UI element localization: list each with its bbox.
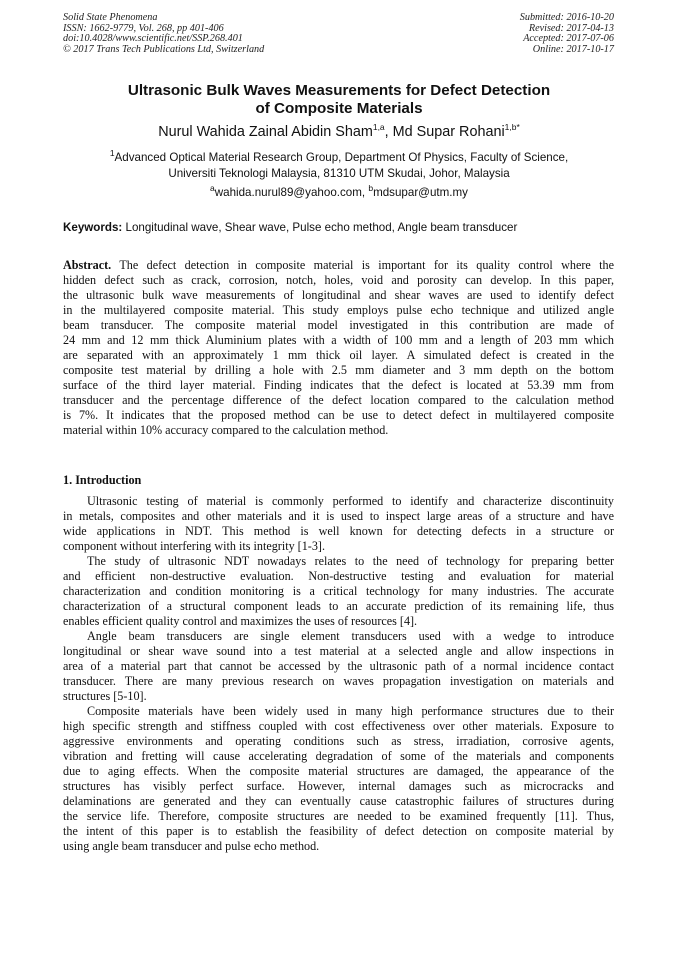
intro-line: high specific strength and stiffness coupled with cost effectiveness over other materials. Exposure to bbox=[63, 719, 614, 733]
author-name: Md Supar Rohani bbox=[392, 124, 505, 140]
intro-line: the service life. Therefore, composite structures are needed to be examined frequently [11]. Thus, bbox=[63, 809, 614, 823]
affiliation-line: Universiti Teknologi Malaysia, 81310 UTM Skudai, Johor, Malaysia bbox=[168, 166, 510, 180]
affiliation-superscript: 1 bbox=[109, 148, 115, 159]
author-list bbox=[0, 124, 678, 140]
email-superscript: a bbox=[210, 183, 215, 194]
intro-line: Angle beam transducers are single element transducers used with a wedge to introduce bbox=[87, 629, 614, 643]
intro-line: aggressive environments and operating conditions such as stress, irradiation, corrosive agents, bbox=[63, 734, 614, 748]
intro-line: and efficient non-destructive evaluation. Non-destructive testing and evaluation for material bbox=[63, 569, 614, 583]
abstract-line: is 7%. It indicates that the proposed method can be use to detect defect in multilayered composite bbox=[63, 408, 614, 422]
affiliation bbox=[0, 150, 678, 181]
abstract-line: Abstract. The defect detection in composite material is important for its quality control where the bbox=[63, 258, 614, 272]
copyright-line: © 2017 Trans Tech Publications Ltd, Switzerland bbox=[63, 43, 265, 55]
intro-line: enables efficient quality control and maximizes the uses of resources [4]. bbox=[63, 614, 418, 628]
abstract-line: transducer and the percentage difference of the defect location compared to the calculation method bbox=[63, 393, 614, 407]
abstract-line: 24 mm and 12 mm thick Aluminium plates with a width of 100 mm and a length of 203 mm which bbox=[63, 333, 614, 347]
intro-line: area of a material part that cannot be accessed by the ultrasonic path of a normal incidence contact bbox=[63, 659, 614, 673]
abstract-line: are separated with an approximately 1 mm thick oil layer. A simulated defect is created in the bbox=[63, 348, 614, 362]
intro-line: longitudinal or shear wave sound into a test material at a selected angle and allow inspections in bbox=[63, 644, 614, 658]
accepted-date: Accepted: 2017-07-06 bbox=[523, 33, 614, 45]
affiliation-line: $^1$Advanced Optical Material Research Group, Department Of Physics, Faculty of Science, bbox=[109, 148, 569, 164]
title-line: of Composite Materials bbox=[255, 100, 423, 117]
author-name: Nurul Wahida Zainal Abidin Sham bbox=[158, 124, 373, 140]
paper-title bbox=[0, 82, 678, 118]
keywords bbox=[63, 221, 615, 234]
email-link[interactable]: mdsupar@utm.my bbox=[373, 186, 468, 199]
keywords-text: Longitudinal wave, Shear wave, Pulse echo method, Angle beam transducer bbox=[122, 221, 518, 234]
intro-line: structures [5-10]. bbox=[63, 689, 147, 703]
abstract-label: Abstract. bbox=[63, 258, 112, 272]
doi-line: doi:10.4028/www.scientific.net/SSP.268.401 bbox=[63, 33, 243, 45]
abstract-line: composite test material by drilling a hole with 2.5 mm diameter and 3 mm depth on the bottom bbox=[63, 363, 614, 377]
intro-line: component without interfering with its integrity [1-3]. bbox=[63, 539, 325, 553]
abstract bbox=[63, 258, 614, 438]
intro-line: delaminations are generated and they can eventually cause catastrophic failures of structures during bbox=[63, 794, 614, 808]
abstract-line: beam transducer. The composite material model investigated in this contribution are made of bbox=[63, 318, 614, 332]
abstract-line: hidden defect such as crack, corrosion, notch, holes, void and porosity can develop. In this paper, bbox=[63, 273, 614, 287]
intro-line: The study of ultrasonic NDT nowadays relates to the need of technology for preparing better bbox=[87, 554, 614, 568]
journal-name: Solid State Phenomena bbox=[63, 12, 158, 23]
title-line: Ultrasonic Bulk Waves Measurements for Defect Detection bbox=[127, 82, 551, 99]
submission-dates bbox=[520, 13, 614, 55]
email-link[interactable]: wahida.nurul89@yahoo.com bbox=[214, 186, 362, 199]
intro-line: the intent of this paper is to establish the feasibility of defect detection on composite material by bbox=[63, 824, 614, 838]
keywords-label: Keywords: bbox=[63, 221, 123, 234]
intro-line: characterization and condition monitoring is a critical technology for many industries. The accurate bbox=[63, 584, 614, 598]
online-date: Online: 2017-10-17 bbox=[532, 43, 614, 55]
issn-line: ISSN: 1662-9779, Vol. 268, pp 401-406 bbox=[63, 22, 224, 34]
revised-date: Revised: 2017-04-13 bbox=[528, 22, 614, 34]
intro-line: Composite materials have been widely used in many high performance structures due to their bbox=[87, 704, 614, 718]
intro-line: wide applications in NDT. This method is well known for detecting defects in a structure or bbox=[63, 524, 614, 538]
intro-line: structures has visibly perfect surface. However, internal damages such as microcracks and bbox=[63, 779, 614, 793]
intro-line: due to aging effects. When the composite material structures are damaged, the appearance of the bbox=[63, 764, 614, 778]
intro-line: Ultrasonic testing of material is commonly performed to identify and characterize discontinuity bbox=[87, 494, 614, 508]
author-emails: $^a$wahida.nurul89@yahoo.com, $^b$mdsupar@utm.my bbox=[210, 183, 468, 199]
abstract-line: the ultrasonic bulk wave measurements of longitudinal and shear waves are used to identify defect bbox=[63, 288, 614, 302]
journal-info bbox=[63, 13, 264, 55]
introduction-body bbox=[63, 494, 614, 854]
abstract-line: surface of the third layer material. Finding indicates that the defect is located at 53.39 mm from bbox=[63, 378, 614, 392]
section-heading: 1. Introduction bbox=[63, 473, 142, 487]
email-superscript: b bbox=[368, 183, 374, 194]
intro-line: characterization of a structural component leads to an accurate prediction of its remaining life, thus bbox=[63, 599, 614, 613]
intro-line: in metals, composites and other materials and it is used to inspect large areas of a structure and have bbox=[63, 509, 614, 523]
author-superscript: 1,b* bbox=[504, 122, 520, 133]
submitted-date: Submitted: 2016-10-20 bbox=[519, 12, 614, 23]
abstract-line: in the multilayered composite material. This study employs pulse echo technique and utilized angle bbox=[63, 303, 614, 317]
abstract-line: material within 10% accuracy compared to the calculation method. bbox=[63, 423, 389, 437]
intro-line: transducer. There are many previous research on waves propagation investigation on materials and bbox=[63, 674, 614, 688]
author-separator: , bbox=[384, 124, 393, 140]
author-superscript: 1,a bbox=[372, 122, 385, 133]
intro-line: using angle beam transducer and pulse echo method. bbox=[63, 839, 320, 853]
intro-line: vibration and fretting will cause accelerating degradation of some of the materials and components bbox=[63, 749, 614, 763]
